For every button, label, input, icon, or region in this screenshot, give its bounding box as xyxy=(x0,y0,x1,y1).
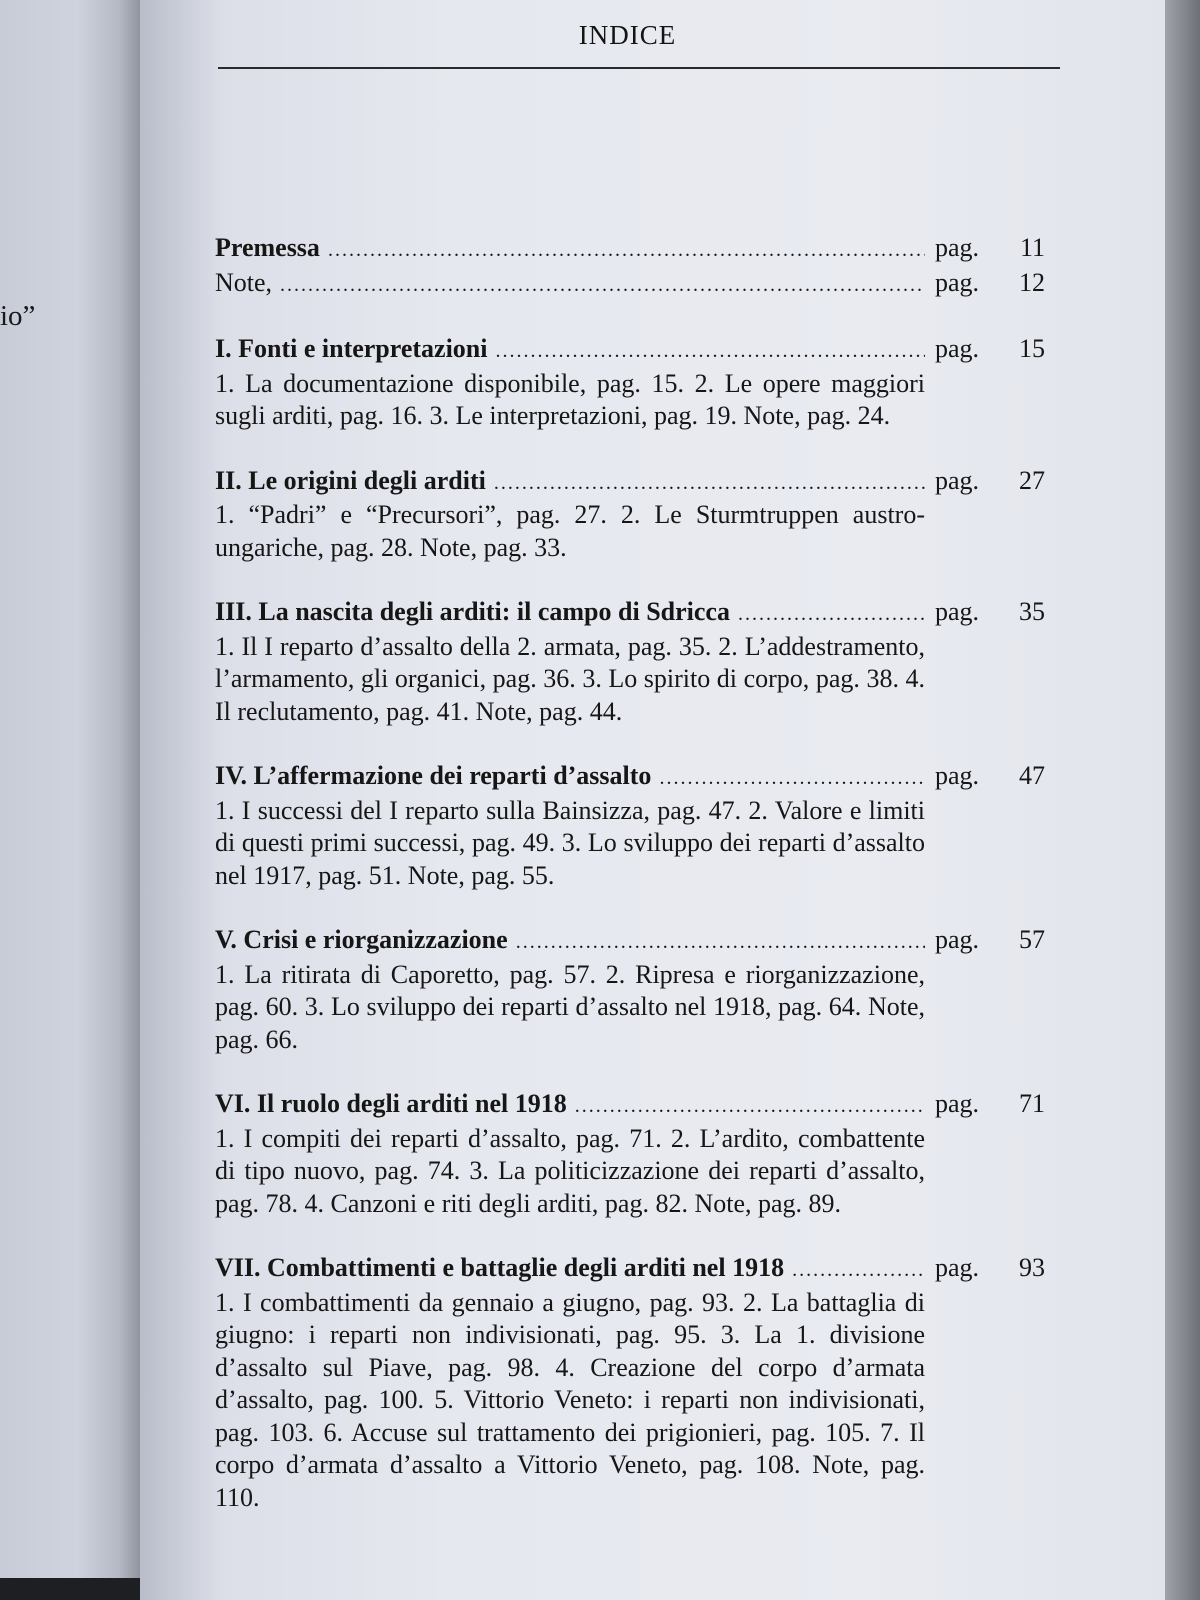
toc-entry-premessa xyxy=(215,232,1045,267)
chapter-title: VI. Il ruolo degli arditi nel 1918 xyxy=(215,1089,567,1118)
toc-page-ref: pag. 27 xyxy=(935,465,1045,495)
chapter-sections: 1. I combattimenti da gennaio a giugno, pag. 93. 2. La battaglia di giugno: i reparti non indivisionati, pag. 95. 3. La 1. divisione d’assalto sul Piave, pag. 98. 4. Creazione del corpo d’armata d’assalto, pag. 100. 5. Vittorio Veneto: i reparti non indivisionati, pag. 103. 6. Accuse sul trattamento dei prigionieri, pag. 105. 7. Il corpo d’armata d’assalto a Vittorio Veneto, pag. 108. Note, pag. 110. xyxy=(215,1287,925,1512)
toc-page-ref: pag. 47 xyxy=(935,761,1045,790)
chapter-title: V. Crisi e riorganizzazione xyxy=(215,925,508,954)
toc-chapter-1 xyxy=(215,333,1045,433)
toc-page-ref: pag. 93 xyxy=(935,1253,1045,1282)
leader-dots xyxy=(659,762,925,795)
leader-dots xyxy=(328,234,925,267)
leader-dots xyxy=(575,1090,925,1123)
toc-chapter-4 xyxy=(215,760,1045,892)
toc-page-ref: pag. 71 xyxy=(935,1089,1045,1118)
toc-page-ref: pag. 35 xyxy=(935,597,1045,626)
toc-page-ref: pag. 57 xyxy=(935,925,1045,954)
toc-chapter-6 xyxy=(215,1088,1045,1220)
table-of-contents xyxy=(215,232,1045,1546)
toc-entry-title: Note, xyxy=(215,267,273,297)
leader-dots xyxy=(516,926,925,959)
leader-dots xyxy=(495,335,925,368)
chapter-sections: 1. “Padri” e “Precursori”, pag. 27. 2. Le Sturmtruppen austro-ungariche, pag. 28. Note, pag. 33. xyxy=(215,500,925,562)
book-spine-shadow xyxy=(0,1578,155,1600)
chapter-title: IV. L’affermazione dei reparti d’assalto xyxy=(215,761,652,790)
leader-dots xyxy=(280,269,925,302)
page-edge-shadow xyxy=(1165,0,1200,1600)
page-header-title: INDICE xyxy=(578,20,677,50)
chapter-sections: 1. La ritirata di Caporetto, pag. 57. 2. Ripresa e riorganizzazione, pag. 60. 3. Lo sviluppo dei reparti d’assalto nel 1918, pag. 64. Note, pag. 66. xyxy=(215,959,925,1054)
leader-dots xyxy=(792,1254,925,1287)
toc-chapter-3 xyxy=(215,596,1045,728)
toc-chapter-5 xyxy=(215,924,1045,1056)
toc-chapter-7 xyxy=(215,1252,1045,1514)
chapter-title: VII. Combattimenti e battaglie degli arditi nel 1918 xyxy=(215,1253,785,1282)
facing-page-text-fragment: io” xyxy=(0,300,36,332)
toc-page-ref: pag. 15 xyxy=(935,334,1045,363)
toc-entry-note xyxy=(215,267,1045,302)
facing-page xyxy=(0,0,140,1600)
toc-entry-title: Premessa xyxy=(215,233,320,262)
chapter-title: II. Le origini degli arditi xyxy=(215,465,486,495)
chapter-title: I. Fonti e interpretazioni xyxy=(215,334,488,363)
chapter-sections: 1. I compiti dei reparti d’assalto, pag. 71. 2. L’ardito, combattente di tipo nuovo, pag. 74. 3. La politicizzazione dei reparti d’assalto, pag. 78. 4. Canzoni e riti degli arditi, pag. 82. Note, pag. 89. xyxy=(215,1123,925,1218)
chapter-title: III. La nascita degli arditi: il campo di Sdricca xyxy=(215,597,730,626)
toc-page-ref: pag. 12 xyxy=(935,267,1045,297)
toc-chapter-2 xyxy=(215,465,1045,565)
chapter-sections: 1. La documentazione disponibile, pag. 15. 2. Le opere maggiori sugli arditi, pag. 16. 3. Le interpretazioni, pag. 19. Note, pag. 24. xyxy=(215,368,925,430)
chapter-sections: 1. Il I reparto d’assalto della 2. armata, pag. 35. 2. L’addestramento, l’armamento, gli organici, pag. 36. 3. Lo spirito di corpo, pag. 38. 4. Il reclutamento, pag. 41. Note, pag. 44. xyxy=(215,631,925,726)
leader-dots xyxy=(494,467,925,500)
header-rule xyxy=(218,67,1060,69)
leader-dots xyxy=(738,598,925,631)
chapter-sections: 1. I successi del I reparto sulla Bainsizza, pag. 47. 2. Valore e limiti di questi primi successi, pag. 49. 3. Lo sviluppo dei reparti d’assalto nel 1917, pag. 51. Note, pag. 55. xyxy=(215,795,925,890)
toc-page-ref: pag. 11 xyxy=(935,233,1045,262)
